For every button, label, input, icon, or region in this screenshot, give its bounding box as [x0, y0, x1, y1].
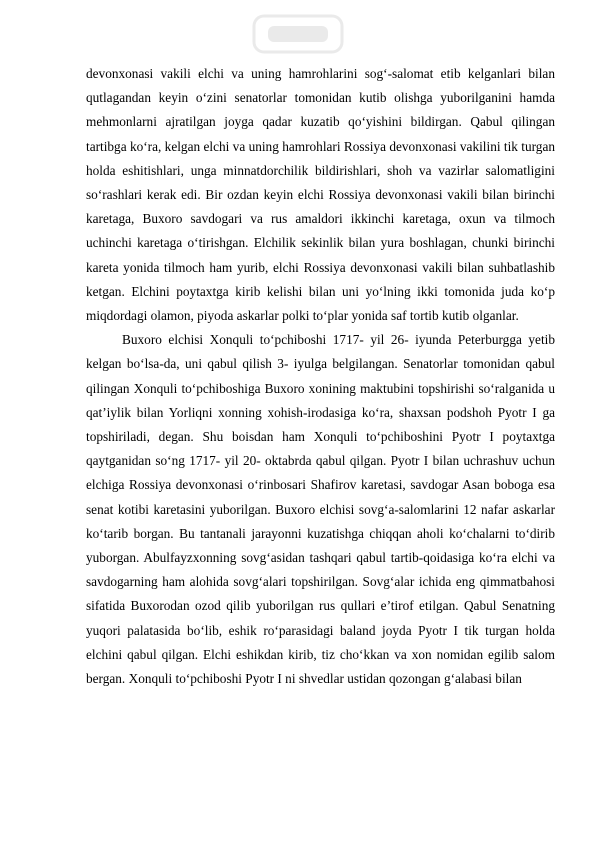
paragraph: Buxoro elchisi Xonquli to‘pchiboshi 1717- yil 26- iyunda Peterburgga yetib kelgan bo‘lsa-da, uni qabul qilish 3- iyulga belgilangan. Senatorlar tomonidan qabul qilingan Xonquli to‘pchiboshiga Buxoro xonining maktubini topshirishi so‘ralganida u qat’iylik bilan Yorliqni xonning xohish-irodasiga ko‘ra, shaxsan podshoh Pyotr I ga topshiriladi, degan. Shu boisdan ham Xonquli to‘pchiboshini Pyotr I poytaxtga qaytganidan so‘ng 1717- yil 20- oktabrda qabul qilgan. Pyotr I bilan uchrashuv uchun elchiga Rossiya devonxonasi o‘rinbosari Shafirov karetasi, savdogar Asan boboga esa senat kotibi karetasini yuborilgan. Buxoro elchisi sovg‘a-salomlarini 12 nafar askarlar ko‘tarib borgan. Bu tantanali jarayonni kuzatishga chiqqan aholi ko‘chalarni to‘dirib yuborgan. Abulfayzxonning sovg‘asidan tashqari qabul tartib-qoidasiga ko‘ra elchi va savdogarning ham alohida sovg‘alari topshirilgan. Sovg‘alar ichida eng qimmatbahosi sifatida Buxorodan ozod qilib yuborilgan rus qullari e’tirof etilgan. Qabul Senatning yuqori palatasida bo‘lib, eshik ro‘parasidagi baland joyda Pyotr I tik turgan holda elchini qabul qilgan. Elchi eshikdan kirib, tiz cho‘kkan va xon nomidan egilib salom bergan. Xonquli to‘pchiboshi Pyotr I ni shvedlar ustidan qozongan g‘alabasi bilan [86, 332, 555, 687]
paragraph: devonxonasi vakili elchi va uning hamrohlarini sog‘-salomat etib kelganlari bilan qutlagandan keyin o‘zini senatorlar tomonidan kutib olishga yuborilganini hamda mehmonlarni ajratilgan joyga qadar kuzatib qo‘yishini bildirgan. Qabul qilingan tartibga ko‘ra, kelgan elchi va uning hamrohlari Rossiya devonxonasi vakilini tik turgan holda eshitishlari, unga minnatdorchilik bildirishlari, shoh va vazirlar salomatligini so‘rashlari kerak edi. Bir ozdan keyin elchi Rossiya devonxonasi vakili bilan birinchi karetaga, Buxoro savdogari va rus amaldori ikkinchi karetaga, oxun va tilmoch uchinchi karetaga o‘tirishgan. Elchilik sekinlik bilan yura boshlagan, chunki birinchi kareta yonida tilmoch ham yurib, elchi Rossiya devonxonasi vakili bilan suhbatlashib ketgan. Elchini poytaxtga kirib kelishi bilan uni yo‘lning ikki tomonida juda ko‘p miqdordagi olamon, piyoda askarlar polki to‘plar yonida saf tortib kutib olganlar. [86, 66, 555, 324]
watermark-logo-icon [248, 10, 348, 58]
document-body [86, 62, 555, 691]
